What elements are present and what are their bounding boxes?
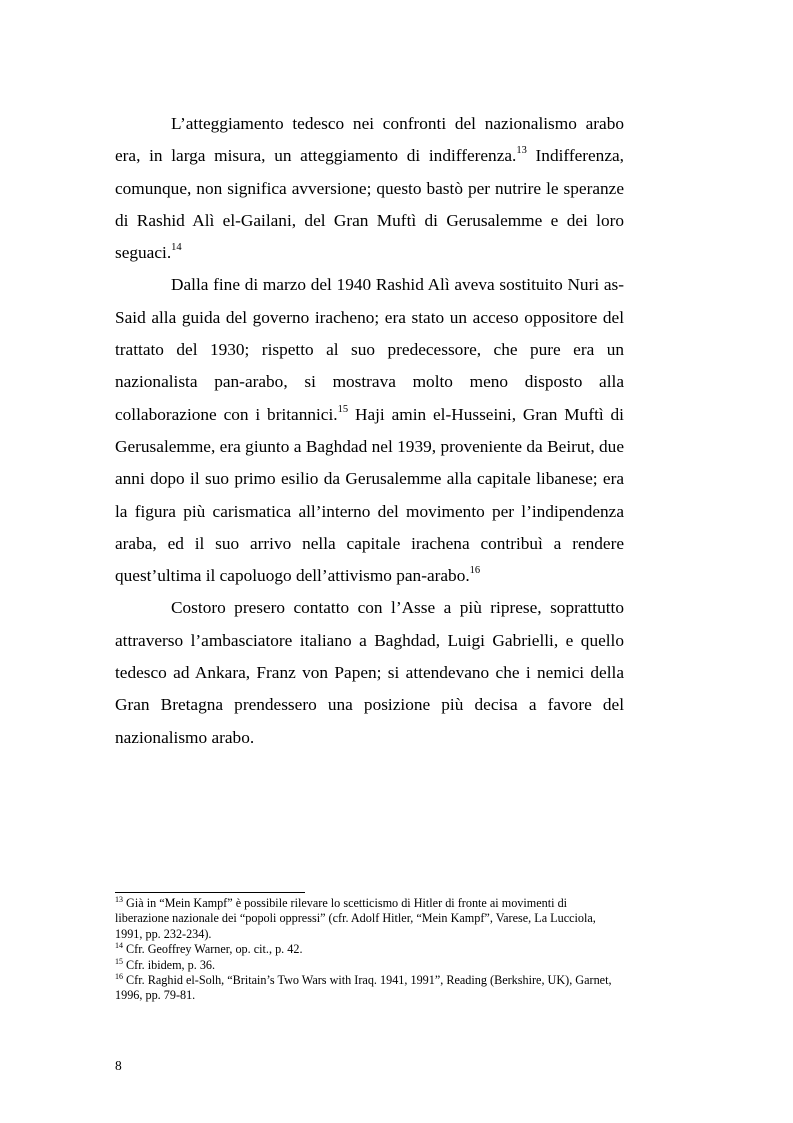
footnote-number: 13	[115, 895, 123, 904]
footnote-ref-13: 13	[516, 145, 527, 157]
footnote-15	[115, 958, 624, 973]
footnote-ref-16: 16	[469, 565, 481, 577]
footnotes	[115, 896, 624, 1004]
footnote-number: 16	[115, 972, 123, 982]
paragraph-3	[115, 592, 624, 753]
body-text	[115, 108, 624, 754]
paragraph-1-text-a: L’atteggiamento tedesco nei confronti del nazionalismo arabo era, in larga misura, un atteggiamento di indifferenza.	[115, 114, 624, 166]
paragraph-3-text: Costoro presero contatto con l’Asse a più riprese, soprattutto attraverso l’ambasciatore italiano a Baghdad, Luigi Gabrielli, e quello tedesco ad Ankara, Franz von Papen; si attendevano che i nemici della Gran Bretagna prendessero una posizione più decisa a favore del nazionalismo arabo.	[115, 598, 624, 747]
footnote-text: Cfr. Raghid el-Solh, “Britain’s Two Wars with Iraq. 1941, 1991”, Reading (Berkshire, UK), Garnet, 1996, pp. 79-81.	[115, 973, 612, 1003]
footnote-number: 14	[115, 941, 123, 951]
footnote-ref-14: 14	[171, 242, 182, 254]
page-number: 8	[115, 1058, 122, 1073]
paragraph-2	[115, 269, 624, 592]
paragraph-2-text-b: Haji amin el-Husseini, Gran Muftì di Gerusalemme, era giunto a Baghdad nel 1939, proveniente da Beirut, due anni dopo il suo primo esilio da Gerusalemme alla capitale libanese; era la figura più carismatica all’interno del movimento per l’indipendenza araba, ed il suo arrivo nella capitale irachena contribuì a rendere quest’ultima il capoluogo dell’attivismo pan-arabo.	[115, 404, 624, 586]
footnote-ref-15: 15	[337, 403, 349, 415]
paragraph-1	[115, 108, 624, 269]
footnote-text: Già in “Mein Kampf” è possibile rilevare lo scetticismo di Hitler di fronte ai movimenti di liberazione nazionale dei “popoli oppressi” (cfr. Adolf Hitler, “Mein Kampf”, Varese, La Lucciola, 1991, pp. 232-234).	[115, 896, 596, 941]
paragraph-1-text-b: Indifferenza, comunque, non significa avversione; questo bastò per nutrire le speranze di Rashid Alì el-Gailani, del Gran Muftì di Gerusalemme e dei loro seguaci.	[115, 146, 624, 263]
footnote-16	[115, 973, 624, 1004]
footnote-number: 15	[115, 956, 123, 966]
footnote-13	[115, 896, 624, 942]
footnote-text: Cfr. ibidem, p. 36.	[123, 957, 216, 972]
paragraph-2-text-a: Dalla fine di marzo del 1940 Rashid Alì aveva sostituito Nuri as-Said alla guida del governo iracheno; era stato un acceso oppositore del trattato del 1930; rispetto al suo predecessore, che pure era un nazionalista pan-arabo, si mostrava molto meno disposto alla collaborazione con i britannici.	[115, 275, 624, 424]
footnote-separator	[115, 892, 305, 893]
footnote-text: Cfr. Geoffrey Warner, op. cit., p. 42.	[123, 942, 303, 957]
footnote-14	[115, 942, 624, 957]
